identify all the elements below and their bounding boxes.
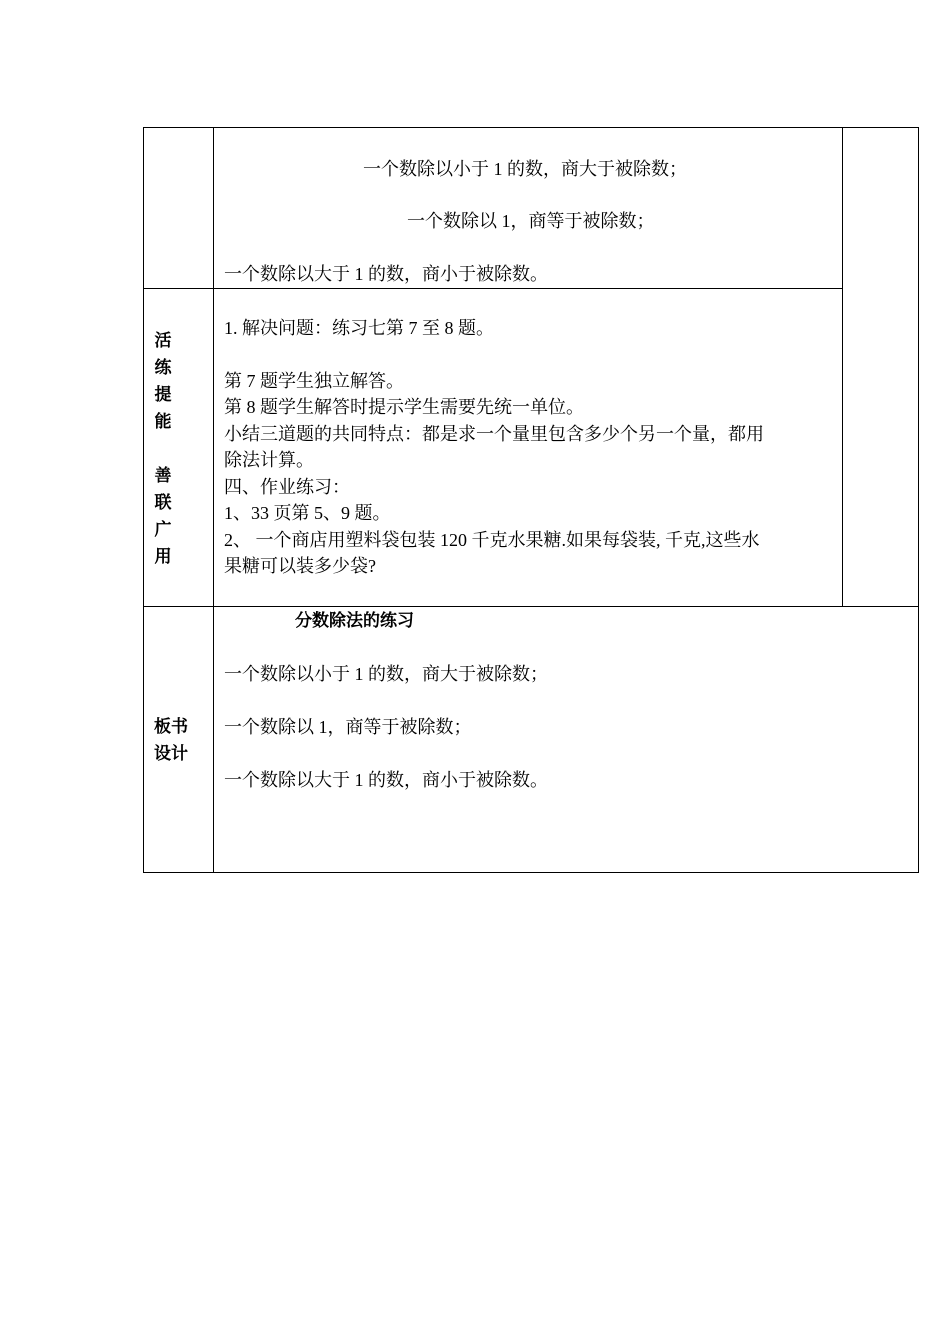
section2-item3: 第 8 题学生解答时提示学生需要先统一单位。 [224,397,584,417]
section1-line3: 一个数除以大于 1 的数，商小于被除数。 [224,264,548,284]
section2-item7-line1: 2、 一个商店用塑料袋包装 120 千克水果糖.如果每袋装, 千克,这些水 [224,530,760,550]
row-divider-2 [143,606,919,607]
section2-item4-line2: 除法计算。 [224,450,314,470]
section3-label-line2: 设计 [154,744,188,764]
section3-line1: 一个数除以小于 1 的数，商大于被除数； [224,664,548,684]
label-char: 活 [154,331,172,351]
section2-item6: 1、33 页第 5、9 题。 [224,503,391,523]
table-border-right [918,127,919,873]
section2-item4-line1: 小结三道题的共同特点：都是求一个量里包含多少个另一个量，都用 [224,424,764,444]
section3-label-line1: 板书 [154,717,188,737]
table-border-top [143,127,919,128]
label-column-divider [213,127,214,873]
section3-line3: 一个数除以大于 1 的数，商小于被除数。 [224,770,548,790]
row-divider-1 [143,288,843,289]
section2-item1: 1. 解决问题：练习七第 7 至 8 题。 [224,318,494,338]
label-char: 练 [154,358,172,378]
section3-line2: 一个数除以 1，商等于被除数； [224,717,472,737]
section2-label [153,328,173,571]
section2-item7-line2: 果糖可以装多少袋? [224,556,376,576]
table-border-bottom [143,872,919,873]
section1-line1: 一个数除以小于 1 的数，商大于被除数； [363,159,687,179]
table-border-left [143,127,144,873]
section1-line2: 一个数除以 1，商等于被除数； [407,211,655,231]
section2-item2: 第 7 题学生独立解答。 [224,371,404,391]
content-column-divider [842,127,843,607]
label-char: 提 [154,385,172,405]
label-char: 广 [154,520,172,540]
label-char: 能 [154,412,172,432]
section2-item5: 四、作业练习： [224,477,350,497]
label-char [153,436,173,463]
board-title: 分数除法的练习 [295,611,414,631]
label-char: 用 [154,547,172,567]
label-char: 善 [154,466,172,486]
label-char: 联 [154,493,172,513]
